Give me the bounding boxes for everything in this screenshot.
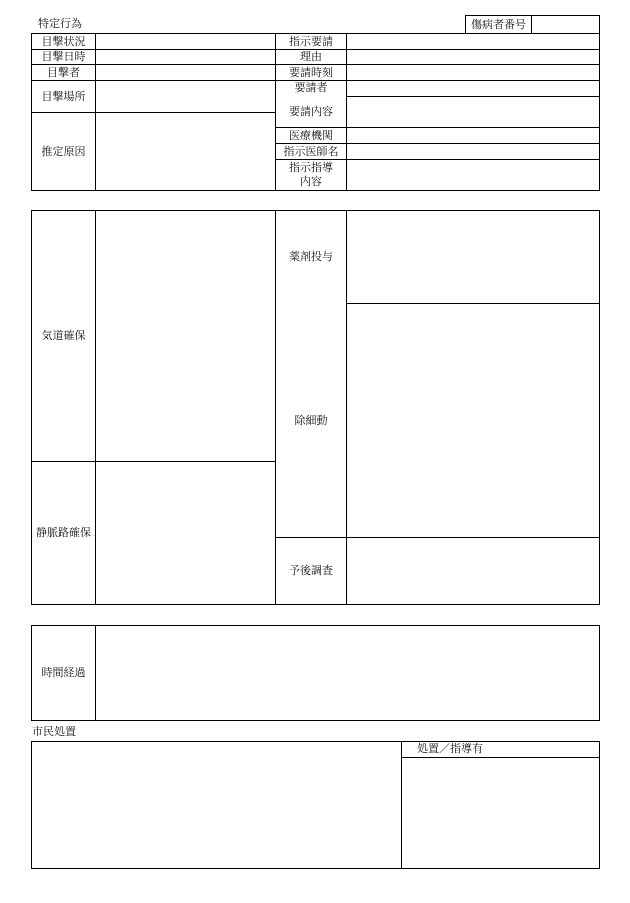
requester-field[interactable] [347, 81, 599, 96]
time-course-field[interactable] [96, 626, 599, 720]
label-witness-datetime: 目撃日時 [41, 50, 86, 63]
treatment-guidance-field[interactable] [402, 758, 599, 868]
label-instructing-doctor: 指示医師名 [283, 144, 339, 158]
drug-administration-field[interactable] [347, 211, 599, 303]
label-treatment-guidance: 処置／指導有 [417, 742, 483, 755]
label-requester: 要請者 [294, 80, 328, 94]
label-airway: 気道確保 [41, 329, 86, 342]
presumed-cause-field[interactable] [96, 113, 275, 190]
label-witness-person: 目撃者 [47, 65, 80, 79]
label-instruction-content [276, 160, 346, 190]
label-instruction-content-line2: 内容 [300, 175, 322, 188]
defibrillation-field[interactable] [347, 304, 599, 537]
request-time-field[interactable] [347, 65, 599, 80]
instructing-doctor-field[interactable] [347, 144, 599, 159]
patient-number-field[interactable] [532, 16, 599, 33]
form-title: 特定行為 [38, 17, 82, 30]
instruction-content-field[interactable] [347, 160, 599, 190]
witness-place-field[interactable] [96, 81, 275, 112]
iv-access-field[interactable] [96, 462, 275, 604]
label-time-course: 時間経過 [41, 666, 86, 679]
label-drug-administration: 薬剤投与 [289, 250, 333, 263]
citizen-section-title: 市民処置 [32, 725, 76, 738]
witness-status-field[interactable] [96, 34, 275, 49]
label-instruction-request: 指示要請 [289, 34, 333, 48]
airway-field[interactable] [96, 211, 275, 461]
instruction-request-field[interactable] [347, 34, 599, 49]
label-instruction-content-line1: 指示指導 [289, 161, 333, 174]
label-iv-access: 静脈路確保 [36, 526, 91, 539]
label-defibrillation: 除細動 [294, 413, 328, 427]
label-presumed-cause: 推定原因 [41, 144, 86, 158]
witness-datetime-field[interactable] [96, 50, 275, 64]
label-witness-status: 目撃状況 [41, 34, 86, 48]
label-witness-place: 目撃場所 [41, 89, 86, 103]
medical-institution-field[interactable] [347, 128, 599, 143]
label-medical-institution: 医療機関 [289, 128, 333, 142]
label-request-content: 要請内容 [289, 104, 333, 118]
citizen-treatment-field[interactable] [32, 742, 401, 868]
witness-person-field[interactable] [96, 65, 275, 80]
label-reason: 理由 [300, 50, 322, 63]
outcome-survey-field[interactable] [347, 538, 599, 604]
reason-field[interactable] [347, 50, 599, 64]
patient-number-label: 傷病者番号 [471, 17, 526, 31]
request-content-field[interactable] [347, 97, 599, 127]
label-request-time: 要請時刻 [289, 65, 333, 79]
label-outcome-survey: 予後調査 [289, 564, 333, 577]
